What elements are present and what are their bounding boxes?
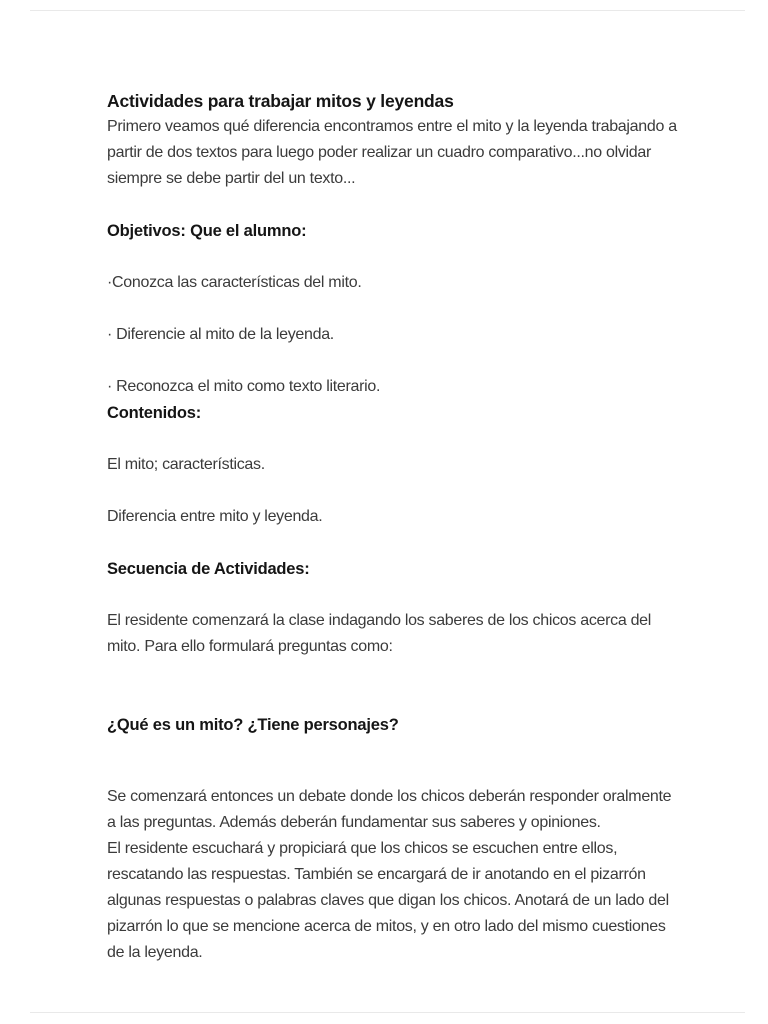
- objective-item-1: ·Conozca las características del mito.: [107, 274, 362, 291]
- question-heading: ¿Qué es un mito? ¿Tiene personajes?: [107, 716, 399, 734]
- content-item-1: El mito; características.: [107, 456, 265, 473]
- sequence-intro-paragraph: El residente comenzará la clase indagando los saberes de los chicos acerca del mito. Para ello formulará preguntas como:: [107, 612, 652, 655]
- content-item-2: Diferencia entre mito y leyenda.: [107, 508, 323, 525]
- intro-paragraph: Primero veamos qué diferencia encontramos entre el mito y la leyenda trabajando a partir de dos textos para luego poder realizar un cuadro comparativo...no olvidar siempre se debe partir del un texto...: [107, 118, 677, 187]
- document-title: Actividades para trabajar mitos y leyendas: [107, 91, 454, 111]
- objective-item-3: · Reconozca el mito como texto literario.: [107, 378, 381, 395]
- resident-paragraph: El residente escuchará y propiciará que los chicos se escuchen entre ellos, rescatando las respuestas. También se encargará de ir anotando en el pizarrón algunas respuestas o palabras claves que digan los chicos. Anotará de un lado del pizarrón lo que se mencione acerca de mitos, y en otro lado del mismo cuestiones de la leyenda.: [107, 840, 669, 961]
- objectives-heading: Objetivos: Que el alumno:: [107, 222, 307, 240]
- contents-heading: Contenidos:: [107, 404, 202, 422]
- debate-paragraph: Se comenzará entonces un debate donde los chicos deberán responder oralmente a las preguntas. Además deberán fundamentar sus saberes y opiniones.: [107, 788, 672, 831]
- page-top-edge: [30, 10, 745, 11]
- sequence-heading: Secuencia de Actividades:: [107, 560, 310, 578]
- objective-item-2: · Diferencie al mito de la leyenda.: [107, 326, 334, 343]
- document-page: [107, 88, 682, 966]
- page-bottom-edge: [30, 1012, 745, 1013]
